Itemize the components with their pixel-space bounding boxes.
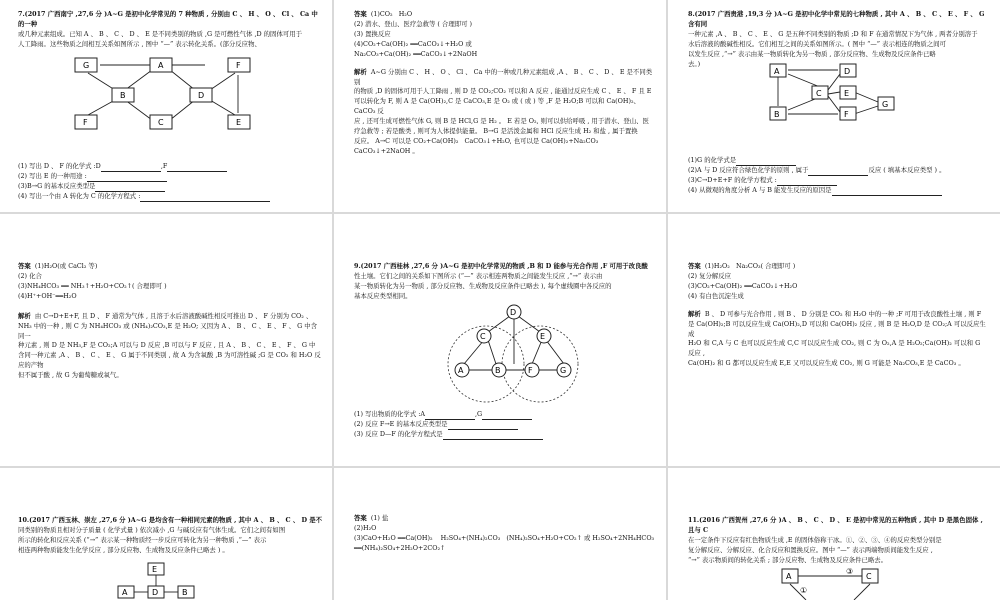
a8-answer-label: 答案 bbox=[18, 262, 31, 270]
q10-node-d: D bbox=[152, 588, 159, 597]
q10-diagram bbox=[110, 562, 220, 600]
q8-q3: (3)C→D+E+F 的化学方程式 : bbox=[688, 175, 777, 184]
a7-a4b: Na₂CO₃+Ca(OH)₂ ══CaCO₃↓+2NaOH bbox=[354, 49, 478, 58]
a8-e4: 含同一种元素 ,A 、 B 、 C 、 E 、 G 属于不同类别 , 故 A 为含氧酸 ,B 为可溶性碱 ;G 是 CO₂ 和 H₂O 反应的产物 bbox=[18, 351, 321, 370]
q10-line4: 相连两种物质能发生化学反应 , 部分反应物、生成物及反应条件已略去 ) 。 bbox=[18, 545, 229, 554]
q9-q2: (2) 反应 F→E 的基本反应类型是 bbox=[354, 419, 448, 428]
q7-diagram bbox=[60, 55, 270, 135]
q7-header: 7.(2017 广西南宁 ,27,6 分 )A~G 是初中化学常见的 7 种物质 , 分别由 C 、 H 、 O 、 Cl 、 Ca 中的一种 bbox=[18, 10, 318, 28]
q9-line4: 基本反应类型相同。 bbox=[354, 291, 412, 300]
panel-answer-8 bbox=[0, 214, 332, 466]
q8-line3: 水后溶液的酸碱性相反。它们相互之间的关系如图所示。( 图中 “—” 表示相连的物质之间可 bbox=[688, 39, 946, 48]
q9-blank-g[interactable] bbox=[482, 412, 532, 420]
a9-e2: 是 Ca(OH)₂;B 可以反应生成 Ca(OH)₂,D 可以和 Ca(OH)₂ 反应 , 则 B 是 H₂O,D 是 CO₂;A 可以反应生成 bbox=[688, 319, 986, 338]
q9-line2: 性土壤。它们之间的关系如下图所示 (“—” 表示相连两物质之间能发生反应 ,“→” 表示由 bbox=[354, 271, 603, 280]
a7-e6: 反应。 A→C 可以是 CO₂+Ca(OH)₂ CaCO₃↓+H₂O, 也可以是 Ca(OH)₂+Na₂CO₃ bbox=[354, 137, 599, 146]
q7-blank-eq[interactable] bbox=[140, 194, 270, 202]
q11-node-a: A bbox=[786, 572, 792, 581]
q9-header: 9.(2017 广西桂林 ,27,6 分 )A~G 是初中化学常见的物质 ,B 和 D 能参与光合作用 ,F 可用于改良酸 bbox=[354, 262, 648, 270]
q7-q1b: ,F bbox=[160, 162, 168, 170]
q8-diagram bbox=[768, 62, 908, 128]
q7-blank-e[interactable] bbox=[87, 174, 167, 182]
q9-node-d: D bbox=[510, 308, 517, 317]
q7-node-f: F bbox=[236, 61, 241, 70]
a7-e3: 可以转化为 F, 则 A 是 Ca(OH)₂,C 是 CaCO₃,E 是 O₂ 或 ( 或 ) 等 ,F 是 H₂O;B 可以和 Ca(OH)₂、 CaCO₃ 反 bbox=[354, 97, 642, 116]
q9-line3: 某一物质转化为另一物质 , 部分反应物、生成物及反应条件已略去 ), 每个虚线圈中各反应的 bbox=[354, 281, 612, 290]
a8-a1: (1)H₂O(或 CaCl₂ 等) bbox=[34, 262, 98, 270]
panel-question-9 bbox=[334, 214, 666, 466]
a9-analysis-label: 解析 bbox=[688, 309, 701, 318]
q10-node-b: B bbox=[182, 588, 188, 597]
q7-line3: 人工降雨。这些物质之间相互关系如图所示 , 图中 “—” 表示转化关系。(部分反应物、 bbox=[18, 39, 261, 48]
q7-blank-type[interactable] bbox=[95, 184, 165, 192]
q9-node-g: G bbox=[560, 366, 567, 375]
a8-e1: 由 C→D+E+F, 且 D 、 F 通常为气体 , 且溶于水后溶液酸碱性相反可推出 D 、 F 分别为 CO₂ 、 bbox=[34, 311, 313, 320]
a8-e5: 但不属于酸 , 故 G 为葡萄糖或氧气。 bbox=[18, 371, 123, 380]
q8-line2: 一种元素 ,A 、 B 、 C 、 E 、 G 是五种不同类别的物质 ;D 和 F 在通常情况下为气体 , 两者分别溶于 bbox=[688, 29, 978, 38]
a7-a1: (1)CO₂ H₂O bbox=[370, 10, 413, 18]
a7-a4a: (4)CO₂+Ca(OH)₂ ══CaCO₃↓+H₂O 或 bbox=[354, 39, 472, 48]
panel-answer-9 bbox=[668, 214, 1000, 466]
a9-a1: (1)H₂O₂ Na₂CO₃( 合理即可 ) bbox=[704, 262, 796, 270]
a10-a1: (1) 盐 bbox=[370, 514, 389, 522]
q11-mark-1: ① bbox=[800, 586, 808, 595]
a8-analysis-label: 解析 bbox=[18, 311, 31, 320]
q11-mark-3: ③ bbox=[846, 567, 854, 576]
a9-a3: (3)CO₂+Ca(OH)₂ ══CaCO₃↓+H₂O bbox=[688, 281, 798, 290]
a8-e3: 种元素 , 则 D 是 NH₃,F 是 CO₂;A 可以与 D 反应 ,B 可以与 F 反应 , 且 A 、 B 、 C 、 E 、 F 、 G 中 bbox=[18, 341, 316, 350]
a7-a2: (2) 潜水、登山、医疗急救等 ( 合理即可 ) bbox=[354, 19, 473, 28]
a7-e1: A~G 分别由 C 、 H 、 O 、 Cl 、 Ca 中的一种或几种元素组成 ,A 、 B 、 C 、 D 、 E 是不同类别 bbox=[354, 67, 653, 86]
q9-node-f: F bbox=[528, 366, 533, 375]
q8-q2b: 反应 ( 填基本反应类型 ) 。 bbox=[868, 165, 946, 174]
q7-blank-f[interactable] bbox=[167, 164, 227, 172]
q7-q1: (1) 写出 D 、 F 的化学式 :D bbox=[18, 162, 101, 170]
a7-a3: (3) 置换反应 bbox=[354, 29, 391, 38]
q8-blank-reason[interactable] bbox=[832, 188, 942, 196]
q7-node-c: C bbox=[158, 118, 164, 127]
q11-header: 11.(2016 广西贺州 ,27,6 分 )A 、 B 、 C 、 D 、 E 是初中常见的五种物质 , 其中 D 是黑色固体 , 且与 C bbox=[688, 516, 986, 534]
a8-a3: (3)NH₄HCO₃ ══ NH₃↑+H₂O+CO₂↑( 合理即可 ) bbox=[18, 281, 167, 290]
a9-e3: H₂O 和 C,A 与 C 也可以反应生成 C,C 可以反应生成 CO₂, 则 C 为 O₂,A 是 H₂O₂;Ca(OH)₂ 可以和 G 反应 , bbox=[688, 339, 983, 358]
q9-node-e: E bbox=[540, 332, 546, 341]
a8-a2: (2) 化合 bbox=[18, 271, 42, 280]
q8-node-f: F bbox=[844, 110, 849, 119]
q8-line4: 以发生反应 ,“→” 表示由某一物质转化为另一物质 , 部分反应物、生成物及反应条件已略 bbox=[688, 49, 936, 58]
q7-node-a: A bbox=[158, 61, 164, 70]
q8-header: 8.(2017 广西贵港 ,19,3 分 )A~G 是初中化学中常见的七种物质 , 其中 A 、 B 、 C 、 E 、 F 、 G 含有同 bbox=[688, 10, 987, 28]
q10-line3: 所示的转化和反应关系 (“→” 表示某一种物质经一步反应可转化为另一种物质 ,“—” 表示 bbox=[18, 535, 267, 544]
a10-answer-label: 答案 bbox=[354, 514, 367, 522]
q7-q4: (4) 写出一个由 A 转化为 C 的化学方程式 : bbox=[18, 191, 141, 200]
a7-e5: 疗急救等 ; 若是酸类 , 则可为人体提供能量。 B→G 是活泼金属和 HCl 反应生成 H₂ 和盐 , 属于置换 bbox=[354, 127, 638, 136]
q9-blank-type[interactable] bbox=[448, 422, 518, 430]
q9-q1: (1) 写出物质的化学式 :A bbox=[354, 410, 426, 418]
q7-node-e: E bbox=[236, 118, 242, 127]
a10-a4: ══(NH₄)₂SO₄+2H₂O+2CO₂↑ bbox=[354, 543, 446, 552]
q8-q2: (2)A 与 D 反应符合绿色化学的原则 , 属于 bbox=[688, 165, 809, 174]
q11-line2: 在一定条件下反应有红色物质生成 ,E 的固体俗称干冰。①、②、③、④的反应类型分别是 bbox=[688, 535, 942, 544]
a9-a2: (2) 复分解反应 bbox=[688, 271, 732, 280]
q9-blank-a[interactable] bbox=[425, 412, 475, 420]
panel-question-11 bbox=[668, 468, 1000, 600]
q8-node-b: B bbox=[774, 110, 780, 119]
a7-e7: CaCO₃↓+2NaOH 。 bbox=[354, 146, 419, 155]
panel-answer-7 bbox=[334, 0, 666, 212]
panel-question-8 bbox=[668, 0, 1000, 212]
q11-line3: 复分解反应、分解反应、化合反应和置换反应。图中 “—” 表示两端物质间能发生反应 , bbox=[688, 545, 933, 554]
q7-q3: (3)B→G 的基本反应类型是 bbox=[18, 181, 96, 190]
q9-q3: (3) 反应 D—F 的化学方程式是 bbox=[354, 429, 443, 438]
q8-blank-g[interactable] bbox=[736, 158, 796, 166]
q10-node-a: A bbox=[122, 588, 128, 597]
a7-e4: 应 , 还可生成可燃性气体 G, 则 B 是 HCl,G 是 H₂ 。 E 若是 O₂, 则可以供给呼吸 , 用于潜水、登山、医 bbox=[354, 117, 649, 126]
q9-node-c: C bbox=[480, 332, 486, 341]
q8-node-e: E bbox=[844, 89, 850, 98]
panel-question-7 bbox=[0, 0, 332, 212]
a7-e2: 的物质 ,D 的固体可用于人工降雨 , 则 D 是 CO₂;CO₂ 可以和 A 反应 , 能通过反应生成 C 、 E 、 F 且 E bbox=[354, 87, 652, 96]
panel-answer-10 bbox=[334, 468, 666, 600]
q8-node-d: D bbox=[844, 67, 851, 76]
a7-analysis-label: 解析 bbox=[354, 67, 367, 76]
q11-line4: “→” 表示物质间的转化关系 ; 部分反应物、生成物及反应条件已略去。 bbox=[688, 555, 888, 564]
q9-blank-eq[interactable] bbox=[443, 432, 543, 440]
q9-q1b: ,G bbox=[475, 410, 483, 418]
a8-e2: NH₃ 中的一种 , 则 C 为 NH₄HCO₃ 或 (NH₄)₂CO₃,E 是 H₂O; 又因为 A 、 B 、 C 、 E 、 F 、 G 中含同一 bbox=[18, 321, 317, 340]
q7-line2: 或几种元素组成。已知 A 、 B 、 C 、 D 、 E 是不同类别的物质 ,G 是可燃性气体 ,D 的固体可用于 bbox=[18, 29, 303, 38]
q7-node-g: G bbox=[83, 61, 90, 70]
q10-line2: 同类别的物质且相对分子质量 ( 化学式量 ) 依次减小 ,G 与碱反应有气体生成。它们之间有如图 bbox=[18, 525, 286, 534]
a9-e4: Ca(OH)₂ 和 G 都可以反应生成 E,E 又可以反应生成 CO₂, 则 G 可能是 Na₂CO₃,E 是 CaCO₃ 。 bbox=[688, 359, 965, 368]
q7-node-b: B bbox=[120, 91, 126, 100]
a10-a2: (2)H₂O bbox=[354, 523, 377, 532]
q8-node-g: G bbox=[882, 100, 889, 109]
a10-a3: (3)CaO+H₂O ══Ca(OH)₂ H₂SO₄+(NH₄)₂CO₃ (NH₄)₂SO₄+H₂O+CO₂↑ 或 H₂SO₄+2NH₄HCO₃ bbox=[354, 533, 655, 542]
q7-node-d: D bbox=[198, 91, 205, 100]
q8-line5: 去。) bbox=[688, 59, 701, 68]
q8-q4: (4) 从微观的角度分析 A 与 B 能发生反应的原因是 bbox=[688, 185, 832, 194]
q7-node-f2: F bbox=[83, 118, 88, 127]
a9-e1: B 、 D 可参与光合作用 , 则 B 、 D 分别是 CO₂ 和 H₂O 中的一种 ;F 可用于改良酸性土壤 , 则 F bbox=[704, 309, 982, 318]
a7-answer-label: 答案 bbox=[354, 10, 367, 18]
q10-node-e: E bbox=[152, 565, 158, 574]
a8-a4: (4)H⁺+OH⁻══H₂O bbox=[18, 291, 77, 300]
q11-diagram bbox=[776, 566, 896, 600]
q10-header: 10.(2017 广西玉林、崇左 ,27,6 分 )A~G 是均含有一种相同元素的物质 , 其中 A 、 B 、 C 、 D 是不 bbox=[18, 516, 323, 524]
q8-node-a: A bbox=[774, 67, 780, 76]
q7-blank-d[interactable] bbox=[101, 164, 161, 172]
q8-blank-type[interactable] bbox=[808, 168, 868, 176]
a9-answer-label: 答案 bbox=[688, 262, 701, 270]
q9-node-b: B bbox=[495, 366, 501, 375]
q9-diagram bbox=[444, 302, 584, 404]
panel-question-10 bbox=[0, 468, 332, 600]
q8-blank-eq[interactable] bbox=[777, 178, 837, 186]
q7-q2: (2) 写出 E 的一种用途 : bbox=[18, 171, 87, 180]
q8-q1: (1)G 的化学式是 bbox=[688, 156, 737, 164]
q9-node-a: A bbox=[458, 366, 464, 375]
a9-a4: (4) 有白色沉淀生成 bbox=[688, 291, 744, 300]
q8-node-c: C bbox=[816, 89, 822, 98]
q11-node-c: C bbox=[866, 572, 872, 581]
